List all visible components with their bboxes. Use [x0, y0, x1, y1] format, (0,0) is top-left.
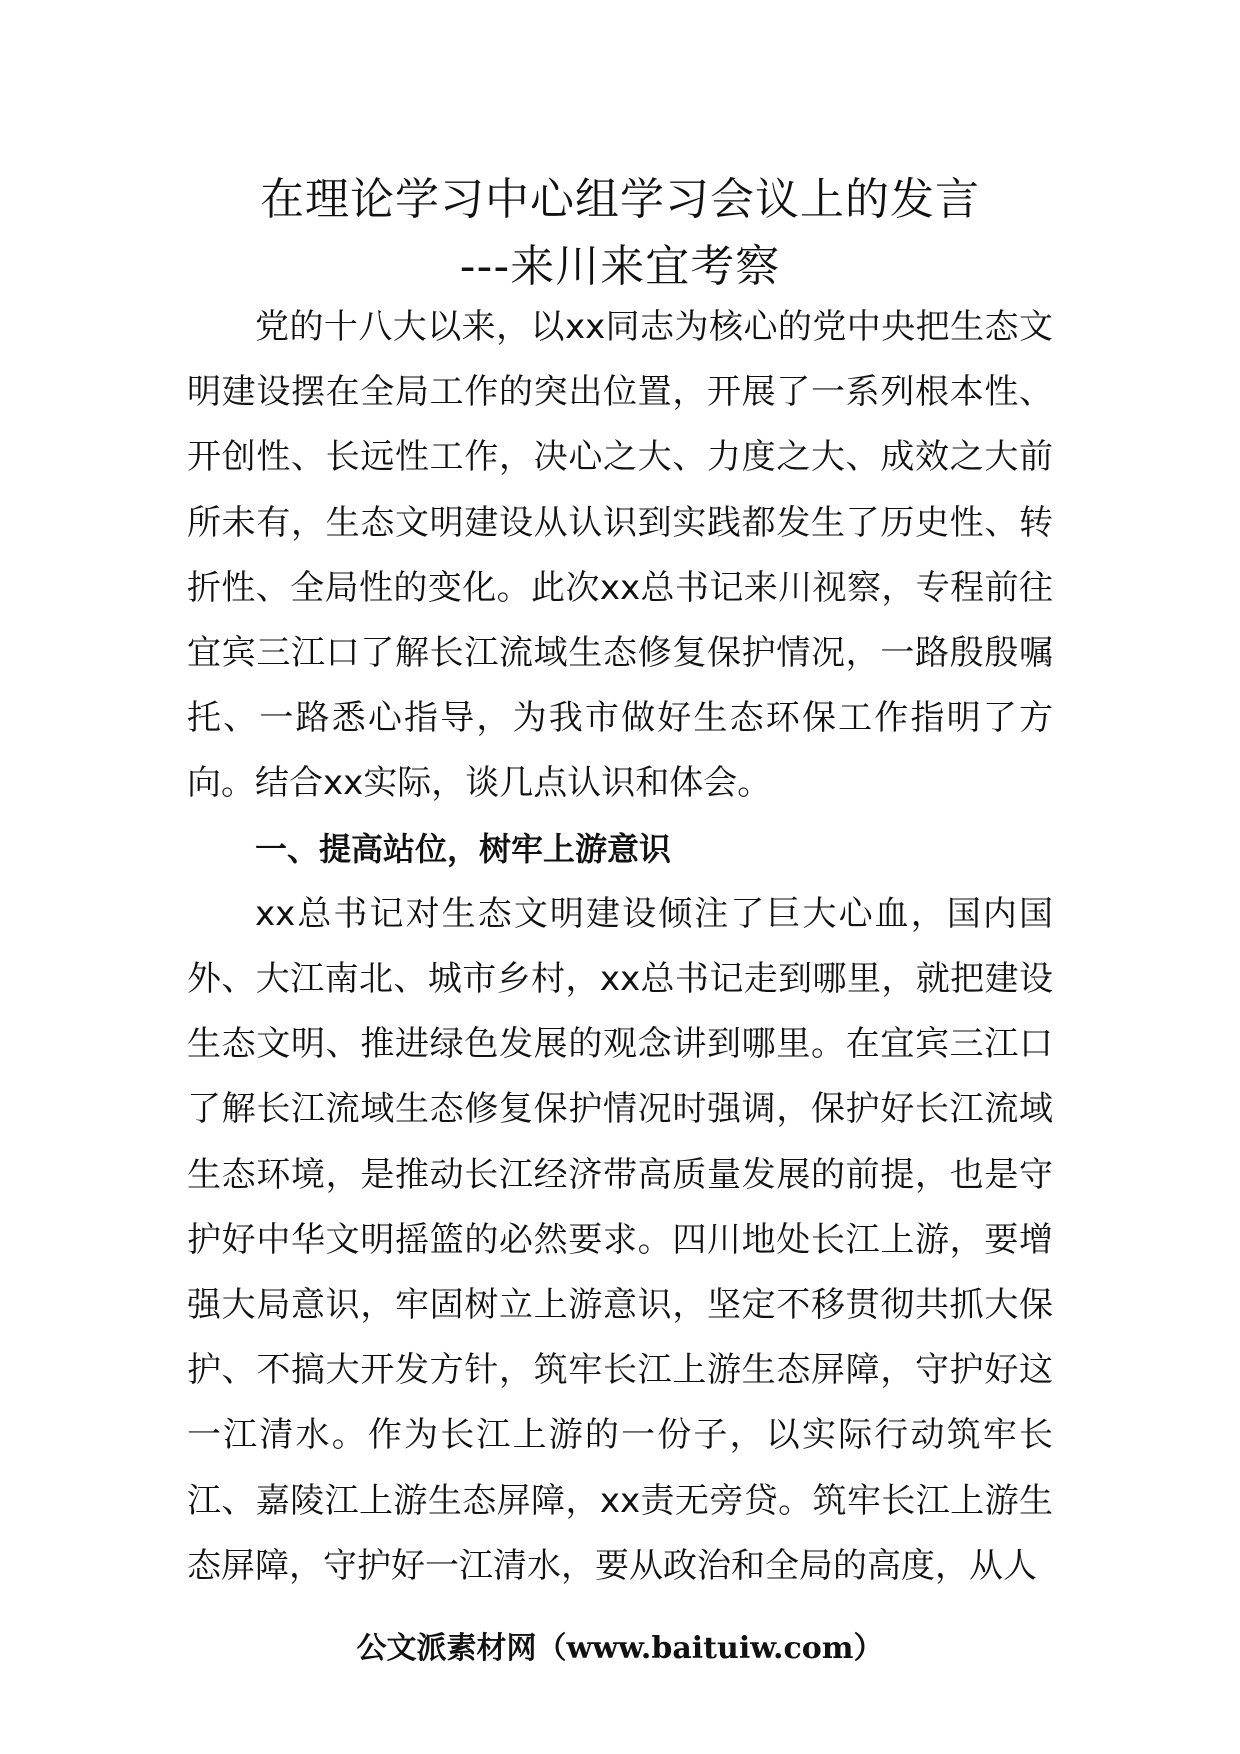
document-title: 在理论学习中心组学习会议上的发言: [260, 174, 980, 225]
document-body: [187, 295, 1053, 1599]
document-subtitle: ---来川来宜考察: [459, 241, 781, 292]
paragraph-intro: 党的十八大以来，以xx同志为核心的党中央把生态文明建设摆在全局工作的突出位置，开展了一系列根本性、开创性、长远性工作，决心之大、力度之大、成效之大前所未有，生态文明建设从认识到实践都发生了历史性、转折性、全局性的变化。此次xx总书记来川视察，专程前往宜宾三江口了解长江流域生态修复保护情况，一路殷殷嘱托、一路悉心指导，为我市做好生态环保工作指明了方向。结合xx实际，谈几点认识和体会。: [187, 307, 1053, 804]
footer-watermark: 公文派素材网（www.baituiw.com）: [356, 1631, 884, 1666]
paragraph-section-1: xx总书记对生态文明建设倾注了巨大心血，国内国外、大江南北、城市乡村，xx总书记走到哪里，就把建设生态文明、推进绿色发展的观念讲到哪里。在宜宾三江口了解长江流域生态修复保护情况时强调，保护好长江流域生态环境，是推动长江经济带高质量发展的前提，也是守护好中华文明摇篮的必然要求。四川地处长江上游，要增强大局意识，牢固树立上游意识，坚定不移贯彻共抓大保护、不搞大开发方针，筑牢长江上游生态屏障，守护好这一江清水。作为长江上游的一份子，以实际行动筑牢长江、嘉陵江上游生态屏障，xx责无旁贷。筑牢长江上游生态屏障，守护好一江清水，要从政治和全局的高度，从人: [187, 893, 1053, 1586]
section-heading-1: 一、提高站位，树牢上游意识: [255, 829, 672, 868]
